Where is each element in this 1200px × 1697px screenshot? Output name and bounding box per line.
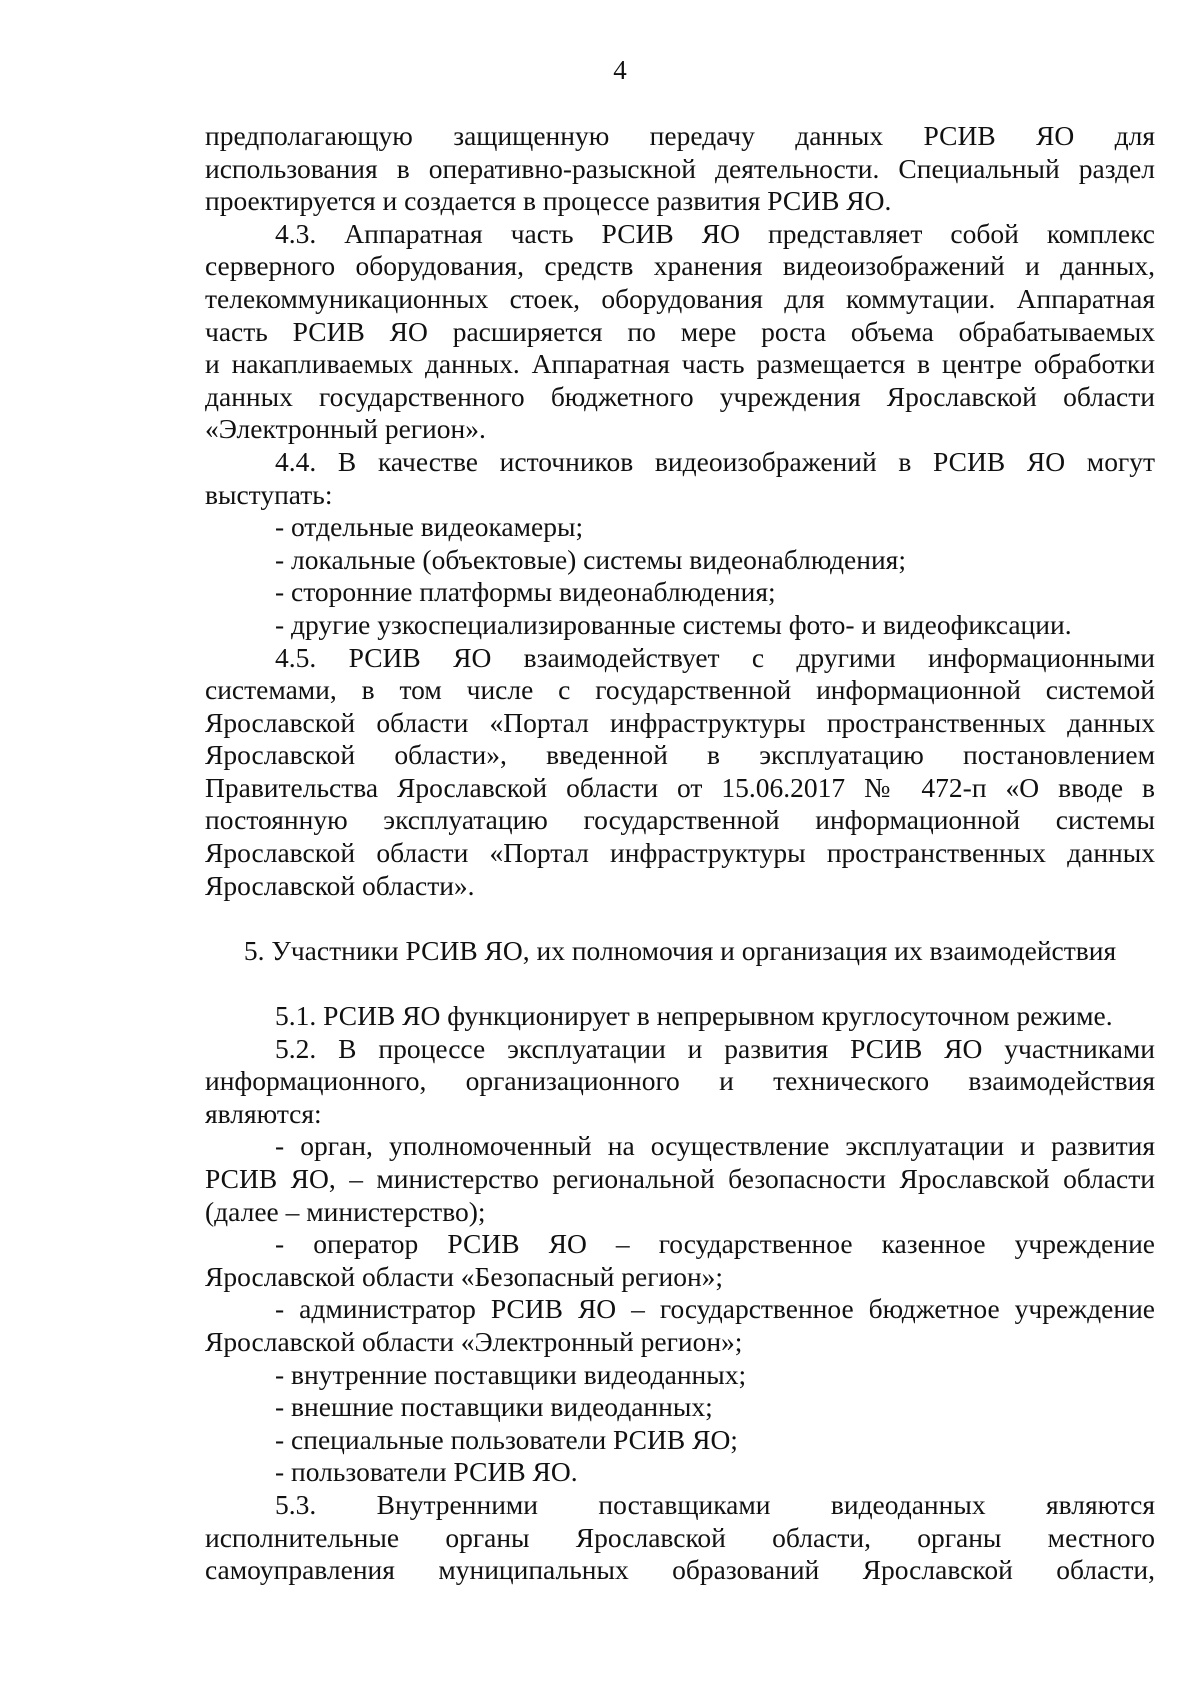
text-line: 5.2. В процессе эксплуатации и развития РСИВ ЯО участниками <box>275 1032 1155 1064</box>
text-line: «Электронный регион». <box>205 413 486 445</box>
text-line: - другие узкоспециализированные системы фото- и видеофиксации. <box>275 608 1072 640</box>
text-line: телекоммуникационных стоек, оборудования для коммутации. Аппаратная <box>205 282 1155 314</box>
text-line: - специальные пользователи РСИВ ЯО; <box>275 1423 738 1455</box>
text-line: 5.1. РСИВ ЯО функционирует в непрерывном круглосуточном режиме. <box>275 1000 1113 1032</box>
text-line: 4.3. Аппаратная часть РСИВ ЯО представляет собой комплекс <box>275 217 1155 249</box>
text-line: Ярославской области «Безопасный регион»; <box>205 1260 724 1292</box>
text-line: - сторонние платформы видеонаблюдения; <box>275 576 776 608</box>
text-line: - отдельные видеокамеры; <box>275 511 584 543</box>
text-line: данных государственного бюджетного учреждения Ярославской области <box>205 380 1155 412</box>
text-line: - администратор РСИВ ЯО – государственное бюджетное учреждение <box>275 1293 1155 1325</box>
text-line: являются: <box>205 1097 322 1129</box>
text-line: - внутренние поставщики видеоданных; <box>275 1358 747 1390</box>
text-line: проектируется и создается в процессе развития РСИВ ЯО. <box>205 185 892 217</box>
text-line: - локальные (объектовые) системы видеонаблюдения; <box>275 543 906 575</box>
text-line: часть РСИВ ЯО расширяется по мере роста объема обрабатываемых <box>205 315 1155 347</box>
blank-line <box>205 902 1155 935</box>
text-line: - оператор РСИВ ЯО – государственное казенное учреждение <box>275 1228 1155 1260</box>
text-line: постоянную эксплуатацию государственной информационной системы <box>205 804 1155 836</box>
document-body <box>205 120 1155 1587</box>
text-line: Ярославской области». <box>205 869 475 901</box>
text-line: (далее – министерство); <box>205 1195 486 1227</box>
text-line: выступать: <box>205 478 333 510</box>
text-line: - пользователи РСИВ ЯО. <box>275 1456 578 1488</box>
text-line: серверного оборудования, средств хранения видеоизображений и данных, <box>205 250 1155 282</box>
text-line: Правительства Ярославской области от 15.06.2017 № 472-п «О вводе в <box>205 771 1155 803</box>
text-line: предполагающую защищенную передачу данных РСИВ ЯО для <box>205 120 1155 151</box>
text-line: - внешние поставщики видеоданных; <box>275 1391 713 1423</box>
text-line: Ярославской области «Электронный регион»; <box>205 1325 743 1357</box>
text-line: 4.5. РСИВ ЯО взаимодействует с другими информационными <box>275 641 1155 673</box>
text-line: самоуправления муниципальных образований Ярославской области, <box>205 1554 1155 1586</box>
section-heading: 5. Участники РСИВ ЯО, их полномочия и организация их взаимодействия <box>243 934 1117 966</box>
text-line: Ярославской области «Портал инфраструктуры пространственных данных <box>205 706 1155 738</box>
page-number: 4 <box>613 55 627 85</box>
text-line: 4.4. В качестве источников видеоизображений в РСИВ ЯО могут <box>275 445 1155 477</box>
text-line: информационного, организационного и технического взаимодействия <box>205 1065 1155 1097</box>
text-line: системами, в том числе с государственной информационной системой <box>205 674 1155 706</box>
text-line: Ярославской области», введенной в эксплуатацию постановлением <box>205 739 1155 771</box>
text-line: 5.3. Внутренними поставщиками видеоданных являются <box>275 1488 1155 1520</box>
text-line: и накапливаемых данных. Аппаратная часть размещается в центре обработки <box>205 348 1155 380</box>
text-line: исполнительные органы Ярославской области, органы местного <box>205 1521 1155 1553</box>
text-line: Ярославской области «Портал инфраструктуры пространственных данных <box>205 837 1155 869</box>
text-line: использования в оперативно-разыскной деятельности. Специальный раздел <box>205 152 1155 184</box>
text-line: - орган, уполномоченный на осуществление эксплуатации и развития <box>275 1130 1155 1162</box>
blank-line <box>205 967 1155 1000</box>
text-line: РСИВ ЯО, – министерство региональной безопасности Ярославской области <box>205 1163 1155 1194</box>
